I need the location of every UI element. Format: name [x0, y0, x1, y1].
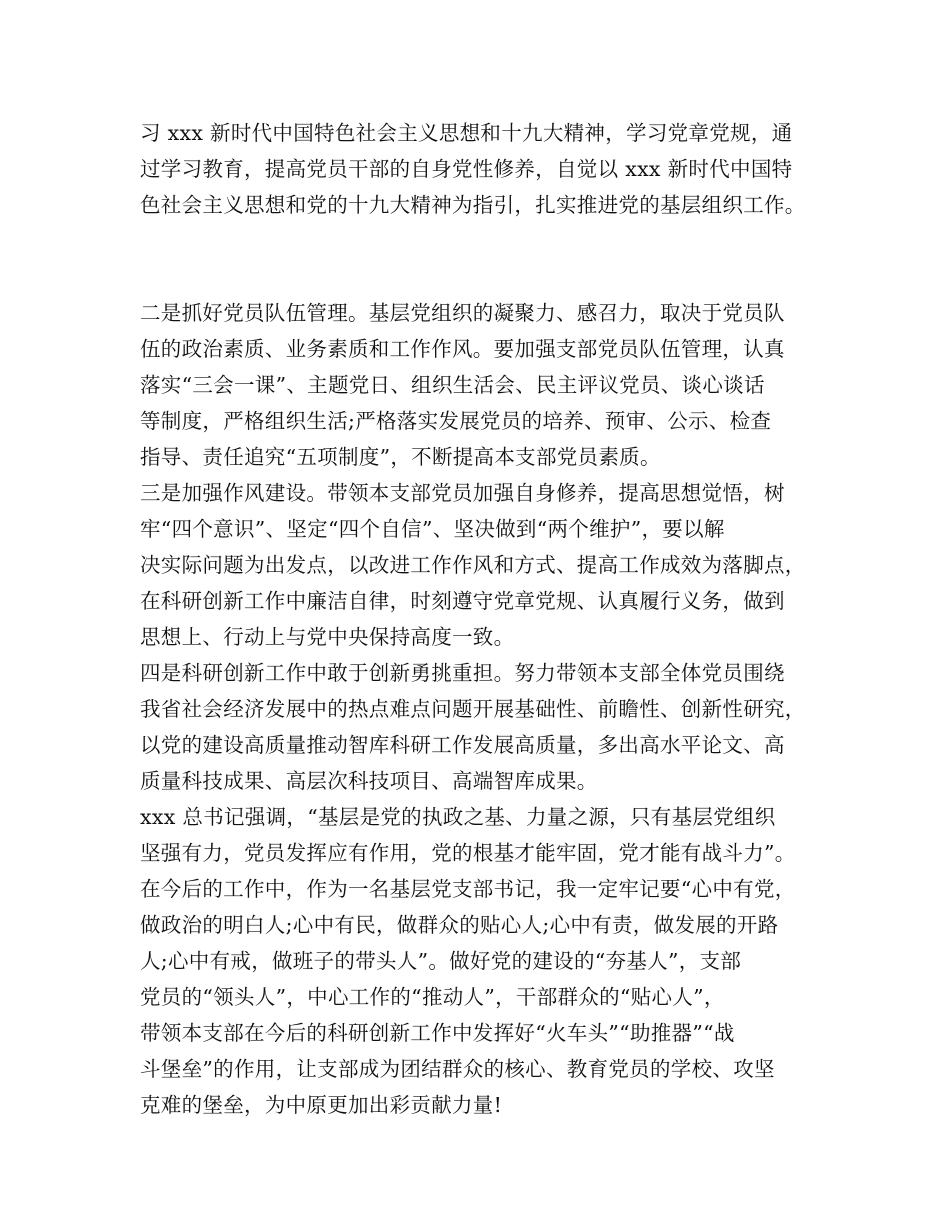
text-line: 牢“四个意识”、坚定“四个自信”、坚决做到“两个维护”，要以解: [140, 517, 725, 541]
text-line: 质量科技成果、高层次科技项目、高端智库成果。: [140, 769, 598, 793]
text-line: 做政治的明白人;心中有民，做群众的贴心人;心中有责，做发展的开路: [140, 913, 779, 937]
text-line: 伍的政治素质、业务素质和工作作风。要加强支部党员队伍管理，认真: [140, 337, 785, 361]
text-line: 以党的建设高质量推动智库科研工作发展高质量，多出高水平论文、高: [140, 733, 785, 757]
text-line: 人;心中有戒，做班子的带头人”。做好党的建设的“夯基人”，支部: [140, 949, 742, 973]
text-line: 过学习教育，提高党员干部的自身党性修养，自觉以 xxx 新时代中国特: [140, 157, 793, 181]
paragraph-body: [140, 295, 840, 1123]
text-line: 色社会主义思想和党的十九大精神为指引，扎实推进党的基层组织工作。: [140, 193, 806, 217]
text-line: 落实“三会一课”、主题党日、组织生活会、民主评议党员、谈心谈话: [140, 373, 765, 397]
text-line: 在科研创新工作中廉洁自律，时刻遵守党章党规、认真履行义务，做到: [140, 589, 785, 613]
text-line: 我省社会经济发展中的热点难点问题开展基础性、前瞻性、创新性研究，: [140, 697, 806, 721]
text-line: 斗堡垒”的作用，让支部成为团结群众的核心、教育党员的学校、攻坚: [140, 1057, 775, 1081]
text-line: 三是加强作风建设。带领本支部党员加强自身修养，提高思想觉悟，树: [140, 481, 785, 505]
text-line: 习 xxx 新时代中国特色社会主义思想和十九大精神，学习党章党规，通: [140, 121, 793, 145]
text-line: 四是科研创新工作中敢于创新勇挑重担。努力带领本支部全体党员围绕: [140, 661, 785, 685]
paragraph-intro: [140, 115, 840, 223]
text-line: 二是抓好党员队伍管理。基层党组织的凝聚力、感召力，取决于党员队: [140, 301, 785, 325]
text-line: 坚强有力，党员发挥应有作用，党的根基才能牢固，党才能有战斗力”。: [140, 841, 796, 865]
text-line: 克难的堡垒，为中原更加出彩贡献力量!: [140, 1093, 503, 1117]
text-line: 决实际问题为出发点，以改进工作作风和方式、提高工作成效为落脚点，: [140, 553, 806, 577]
text-line: 指导、责任追究“五项制度”，不断提高本支部党员素质。: [140, 445, 661, 469]
text-line: 党员的“领头人”，中心工作的“推动人”，干部群众的“贴心人”，: [140, 985, 725, 1009]
text-line: 等制度，严格组织生活;严格落实发展党员的培养、预审、公示、检查: [140, 409, 772, 433]
text-line: 思想上、行动上与党中央保持高度一致。: [140, 625, 515, 649]
text-line: 带领本支部在今后的科研创新工作中发挥好“火车头”“助推器”“战: [140, 1021, 735, 1045]
text-line: 在今后的工作中，作为一名基层党支部书记，我一定牢记要“心中有党，: [140, 877, 796, 901]
text-line: xxx 总书记强调，“基层是党的执政之基、力量之源，只有基层党组织: [140, 805, 776, 829]
